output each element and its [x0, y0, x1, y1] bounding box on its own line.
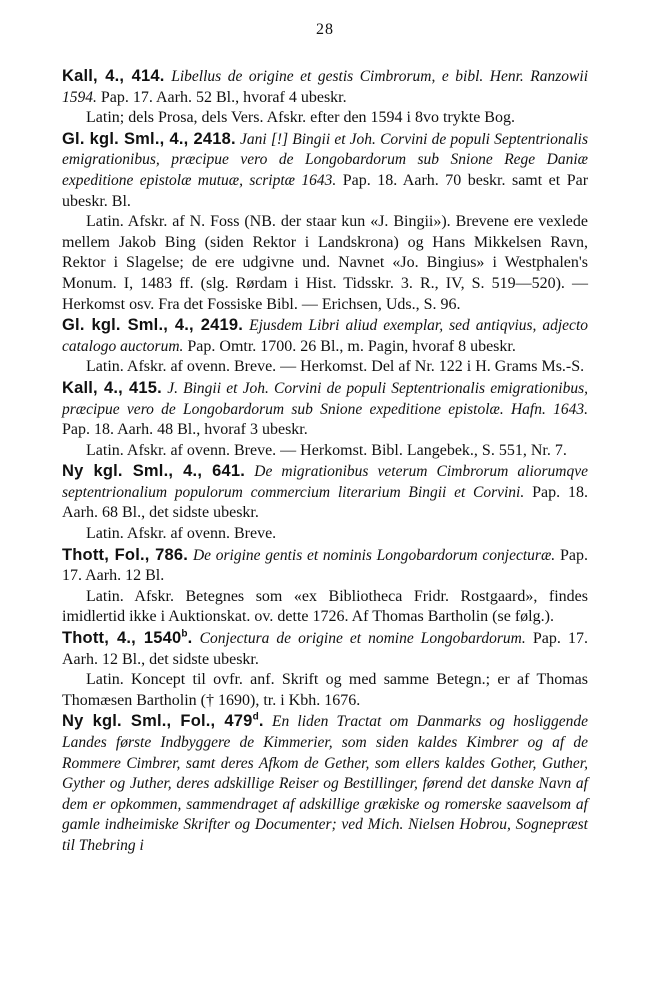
entry-notes: Latin. Koncept til ovfr. anf. Skrift og med samme Betegn.; er af Thomas Thomæsen Bartholin († 1690), tr. i Kbh. 1676.	[62, 671, 588, 709]
catalogue-text	[62, 66, 588, 857]
entry-description: Pap. 18. Aarh. 70 beskr. samt et Par ubeskr. Bl.	[62, 171, 589, 210]
catalogue-entry	[62, 66, 588, 129]
entry-title: De origine gentis et nominis Longobardorum conjecturæ.	[192, 546, 556, 564]
shelfmark-heading: Kall, 4., 415.	[62, 378, 162, 397]
entry-notes: Latin. Afskr. Betegnes som «ex Bibliotheca Fridr. Rostgaard», findes imidlertid ikke i Auktionskat. ov. dette 1726. Af Thomas Bartholin (se følg.).	[62, 587, 588, 626]
shelfmark-end: .	[258, 712, 264, 731]
entry-title: Conjectura de origine et nomine Longobardorum.	[199, 630, 526, 648]
shelfmark-heading: Kall, 4., 414.	[62, 67, 165, 85]
catalogue-entry	[62, 628, 588, 711]
shelfmark-superscript: d	[252, 711, 259, 723]
entry-title: Ejusdem Libri aliud exemplar, sed antiqvius, adjecto catalogo auctorum.	[62, 317, 588, 355]
entry-title: En liden Tractat om Danmarks og hosliggende Landes første Indbyggere de Kimmerier, som siden kaldes Kimbrer og af de Rommere Cimbrer, samt deres Afkom de Gether, som ellers kaldes Gother, Guther, Gyther og Juther, deres adskillige Reiser og Bestillinger, førend det danske Navn af dem er opkommen, sammendraget af adskillige grækiske og romerske saavelsom af gamle indheimiske Skrifter og Documenter; ved Mich. Nielsen Hobrou, Sognepræst til Thebring i	[62, 713, 589, 854]
page-number: 28	[316, 21, 334, 38]
shelfmark-heading	[62, 629, 192, 647]
entry-notes: Latin. Afskr. af ovenn. Breve.	[86, 525, 277, 543]
entry-title: Jani [!] Bingii et Joh. Corvini de populi Septentrionalis emigrationibus, præcipue vero de Longobardorum sub Snione Rege Daniæ expeditione epistolæ mutuæ, scriptæ 1643.	[62, 130, 588, 189]
shelfmark-heading	[62, 712, 264, 730]
entry-description: Pap. 17. Aarh. 52 Bl., hvoraf 4 ubeskr.	[100, 88, 347, 106]
catalogue-entry	[62, 378, 588, 461]
entry-description: Pap. 17. Aarh. 12 Bl.	[62, 546, 589, 585]
shelfmark-text: Ny kgl. Sml., Fol., 479	[62, 712, 253, 731]
catalogue-entry	[62, 129, 588, 315]
entry-description: Pap. 17. Aarh. 12 Bl., det sidste ubeskr.	[62, 630, 589, 668]
shelfmark-heading: Gl. kgl. Sml., 4., 2418.	[62, 129, 236, 148]
entry-title: De migrationibus veterum Cimbrorum aliorumqve septentrionalium populorum commercium literarium Bingii et Corvini.	[62, 463, 588, 501]
entry-notes: Latin. Afskr. af ovenn. Breve. — Herkomst. Del af Nr. 122 i H. Grams Ms.-S.	[86, 358, 585, 376]
shelfmark-end: .	[187, 629, 193, 648]
entry-notes: Latin. Afskr. af ovenn. Breve. — Herkomst. Bibl. Langebek., S. 551, Nr. 7.	[86, 441, 567, 459]
entry-description: Pap. 18. Aarh. 48 Bl., hvoraf 3 ubeskr.	[62, 421, 308, 439]
catalogue-entry	[62, 315, 588, 378]
shelfmark-heading: Thott, Fol., 786.	[62, 545, 189, 564]
catalogue-entry	[62, 545, 588, 628]
entry-title: J. Bingii et Joh. Corvini de populi Septentrionalis emigrationibus, præcipue vero de Longobardorum sub Snione expeditione epistolæ. Hafn. 1643.	[62, 379, 588, 418]
entry-description: Pap. Omtr. 1700. 26 Bl., m. Pagin, hvoraf 8 ubeskr.	[187, 337, 516, 355]
shelfmark-text: Thott, 4., 1540	[62, 629, 182, 648]
entry-notes: Latin; dels Prosa, dels Vers. Afskr. efter den 1594 i 8vo trykte Bog.	[86, 109, 515, 127]
catalogue-entry	[62, 711, 588, 856]
entry-description: Pap. 18. Aarh. 68 Bl., det sidste ubeskr.	[62, 483, 588, 522]
shelfmark-heading: Ny kgl. Sml., 4., 641.	[62, 462, 246, 481]
entry-notes: Latin. Afskr. af N. Foss (NB. der staar kun «J. Bingii»). Brevene ere vexlede mellem Jakob Bing (siden Rektor i Landskrona) og Hans Mikkelsen Ravn, Rektor i Slagelse; de ere udgivne und. Navnet «Jo. Bingius» i Westphalen's Monum. I, 1483 ff. (slg. Rørdam i Hist. Tidsskr. 3. R., IV, S. 519—520). — Herkomst osv. Fra det Fossiske Bibl. — Erichsen, Uds., S. 96.	[62, 213, 588, 313]
entry-title: Libellus de origine et gestis Cimbrorum, e bibl. Henr. Ranzowii 1594.	[62, 68, 589, 106]
shelfmark-superscript: b	[181, 628, 188, 640]
shelfmark-heading: Gl. kgl. Sml., 4., 2419.	[62, 316, 244, 335]
catalogue-entry	[62, 461, 588, 544]
